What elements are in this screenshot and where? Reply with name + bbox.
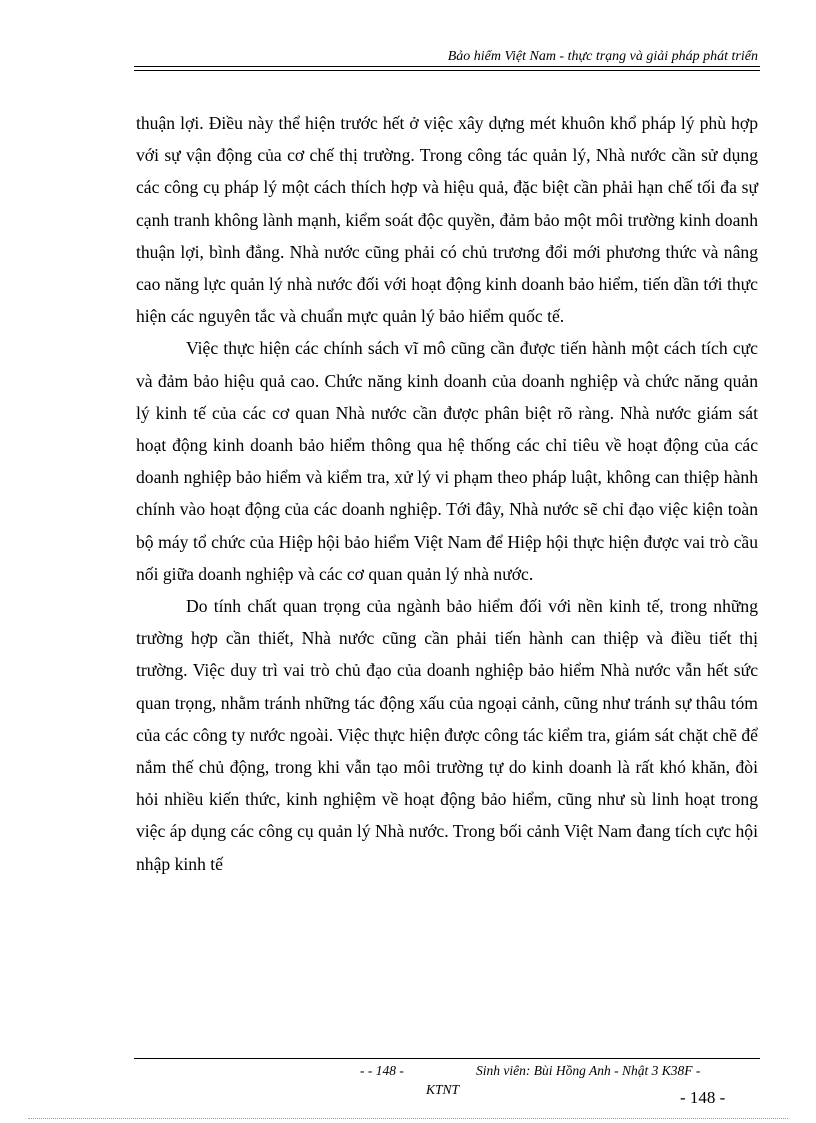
footer-page-label: - - 148 - (360, 1063, 404, 1078)
footer-student-info-cont: KTNT (426, 1082, 460, 1097)
footer-student-info: Sinh viên: Bùi Hồng Anh - Nhật 3 K38F - (476, 1063, 701, 1078)
header-divider (134, 66, 760, 71)
paragraph-2: Việc thực hiện các chính sách vĩ mô cũng cần được tiến hành một cách tích cực và đảm bảo hiệu quả cao. Chức năng kinh doanh của doanh nghiệp và chức năng quản lý kinh tế của các cơ quan Nhà nước cần được phân biệt rõ ràng. Nhà nước giám sát hoạt động kinh doanh bảo hiểm thông qua hệ thống các chỉ tiêu về hoạt động của các doanh nghiệp bảo hiểm và kiểm tra, xử lý vi phạm theo pháp luật, không can thiệp hành chính vào hoạt động của các doanh nghiệp. Tới đây, Nhà nước sẽ chỉ đạo việc kiện toàn bộ máy tổ chức của Hiệp hội bảo hiểm Việt Nam để Hiệp hội thực hiện được vai trò cầu nối giữa doanh nghiệp và các cơ quan quản lý nhà nước. (136, 338, 758, 584)
document-body (136, 107, 758, 880)
paragraph-3: Do tính chất quan trọng của ngành bảo hiểm đối với nền kinh tế, trong những trường hợp cần thiết, Nhà nước cũng cần phải tiến hành can thiệp và điều tiết thị trường. Việc duy trì vai trò chủ đạo của doanh nghiệp bảo hiểm Nhà nước vẫn hết sức quan trọng, nhằm tránh những tác động xấu của ngoại cảnh, cũng như tránh sự thâu tóm của các công ty nước ngoài. Việc thực hiện được công tác kiểm tra, giám sát chặt chẽ để nắm thế chủ động, trong khi vẫn tạo môi trường tự do kinh doanh là rất khó khăn, đòi hỏi nhiều kiến thức, kinh nghiệm về hoạt động bảo hiểm, cũng như sù linh hoạt trong việc áp dụng các công cụ quản lý Nhà nước. Trong bối cảnh Việt Nam đang tích cực hội nhập kinh tế (136, 596, 758, 874)
running-header: Bảo hiểm Việt Nam - thực trạng và giải pháp phát triển (447, 49, 758, 64)
footer-divider (134, 1058, 760, 1059)
page-number: - 148 - (680, 1088, 726, 1107)
page-bottom-border (28, 1118, 788, 1119)
paragraph-1: thuận lợi. Điều này thể hiện trước hết ở việc xây dựng mét khuôn khổ pháp lý phù hợp với sự vận động của cơ chế thị trường. Trong công tác quản lý, Nhà nước cần sử dụng các công cụ pháp lý một cách thích hợp và hiệu quả, đặc biệt cần phải hạn chế tối đa sự cạnh tranh không lành mạnh, kiểm soát độc quyền, đảm bảo một môi trường kinh doanh thuận lợi, bình đẳng. Nhà nước cũng phải có chủ trương đổi mới phương thức và nâng cao năng lực quản lý nhà nước đối với hoạt động kinh doanh bảo hiểm, tiến dần tới thực hiện các nguyên tắc và chuẩn mực quản lý bảo hiểm quốc tế. (136, 113, 758, 327)
